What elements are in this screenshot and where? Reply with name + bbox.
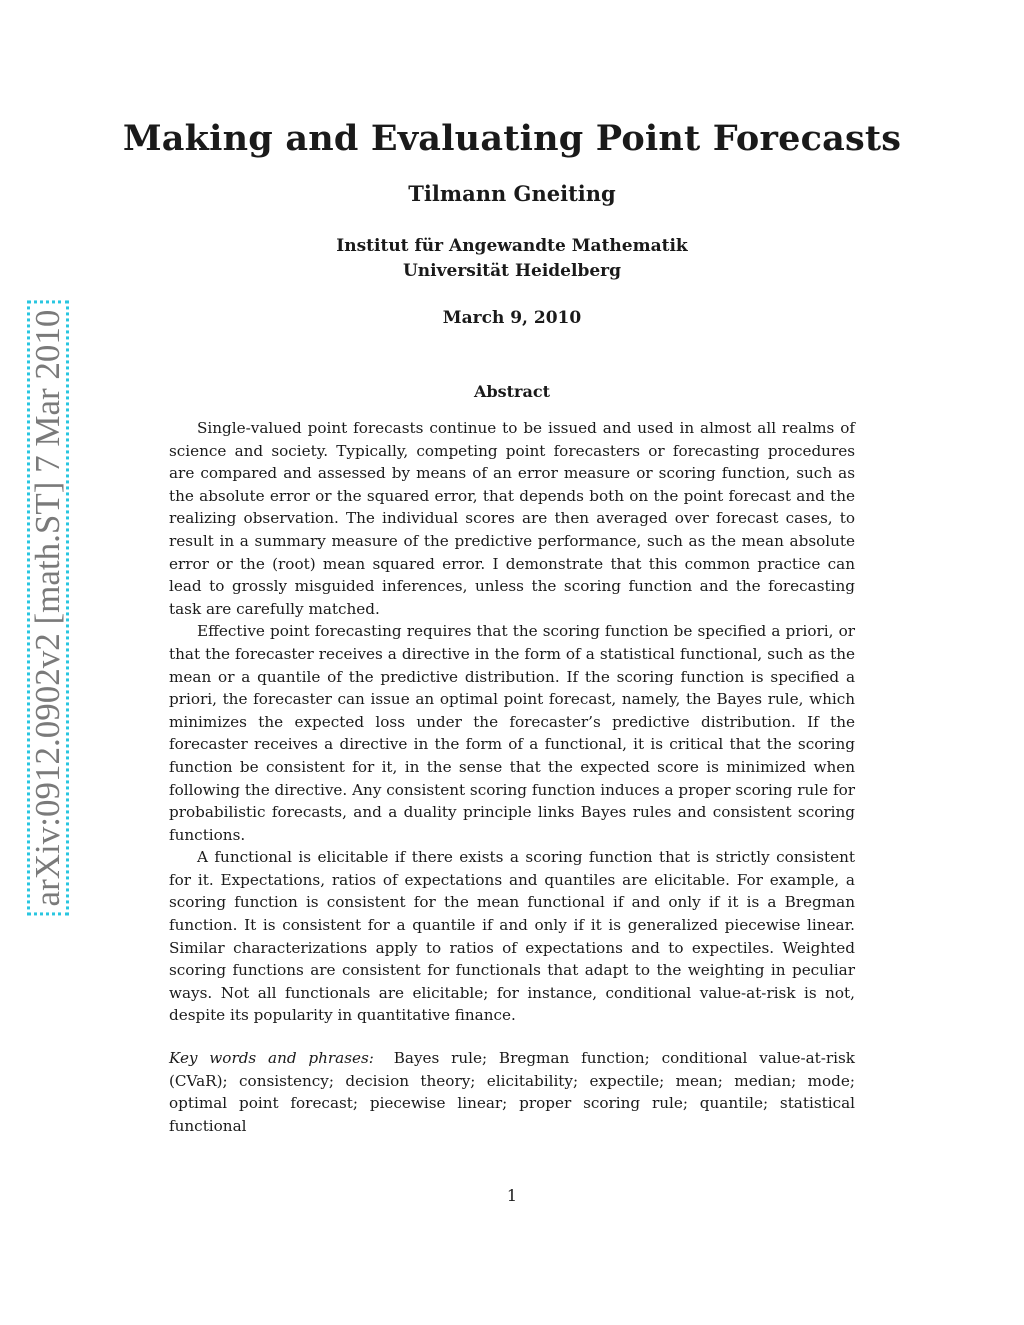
abstract-paragraph-3: A functional is elicitable if there exists a scoring function that is strictly consistent for it. Expectations, ratios of expectations and quantiles are elicitable. For example, a scoring function is consistent for the mean functional if and only if it is a Bregman function. It is consistent for a quantile if and only if it is generalized piecewise linear. Similar characterizations apply to ratios of expectations and to expectiles. Weighted scoring functions are consistent for functionals that adapt to the weighting in peculiar ways. Not all functionals are elicitable; for instance, conditional value-at-risk is not, despite its popularity in quantitative finance. <box>169 848 855 1025</box>
keywords-text: Bayes rule; Bregman function; conditional value-at-risk (CVaR); consistency; decision theory; elicitability; expectile; mean; median; mode; optimal point forecast; piecewise linear; proper scoring rule; quantile; statistical functional <box>169 1049 856 1135</box>
keywords-label: Key words and phrases: <box>169 1049 374 1067</box>
affiliation-university: Universität Heidelberg <box>402 261 621 281</box>
arxiv-stamp: arXiv:0912.0902v2 [math.ST] 7 Mar 2010 <box>27 301 69 916</box>
abstract-body <box>169 417 855 1027</box>
abstract-paragraph-1: Single-valued point forecasts continue to be issued and used in almost all realms of science and society. Typically, competing point forecasters or forecasting procedures are compared and assessed by means of an error measure or scoring function, such as the absolute error or the squared error, that depends both on the point forecast and the realizing observation. The individual scores are then averaged over forecast cases, to result in a summary measure of the predictive performance, such as the mean absolute error or the (root) mean squared error. I demonstrate that this common practice can lead to grossly misguided inferences, unless the scoring function and the forecasting task are carefully matched. <box>169 419 855 618</box>
page-number: 1 <box>506 1186 518 1205</box>
paper-title: Making and Evaluating Point Forecasts <box>122 118 902 159</box>
author-name: Tilmann Gneiting <box>408 181 616 206</box>
paper-date: March 9, 2010 <box>442 308 582 328</box>
affiliation-institute: Institut für Angewandte Mathematik <box>336 236 688 256</box>
abstract-heading: Abstract <box>474 382 550 401</box>
abstract-paragraph-2: Effective point forecasting requires that the scoring function be specified a priori, or that the forecaster receives a directive in the form of a statistical functional, such as the mean or a quantile of the predictive distribution. If the scoring function is specified a priori, the forecaster can issue an optimal point forecast, namely, the Bayes rule, which minimizes the expected loss under the forecaster’s predictive distribution. If the forecaster receives a directive in the form of a functional, it is critical that the scoring function be consistent for it, in the sense that the expected score is minimized when following the directive. Any consistent scoring function induces a proper scoring rule for probabilistic forecasts, and a duality principle links Bayes rules and consistent scoring functions. <box>169 622 855 844</box>
affiliation <box>0 234 1024 284</box>
keywords-block <box>169 1047 855 1137</box>
